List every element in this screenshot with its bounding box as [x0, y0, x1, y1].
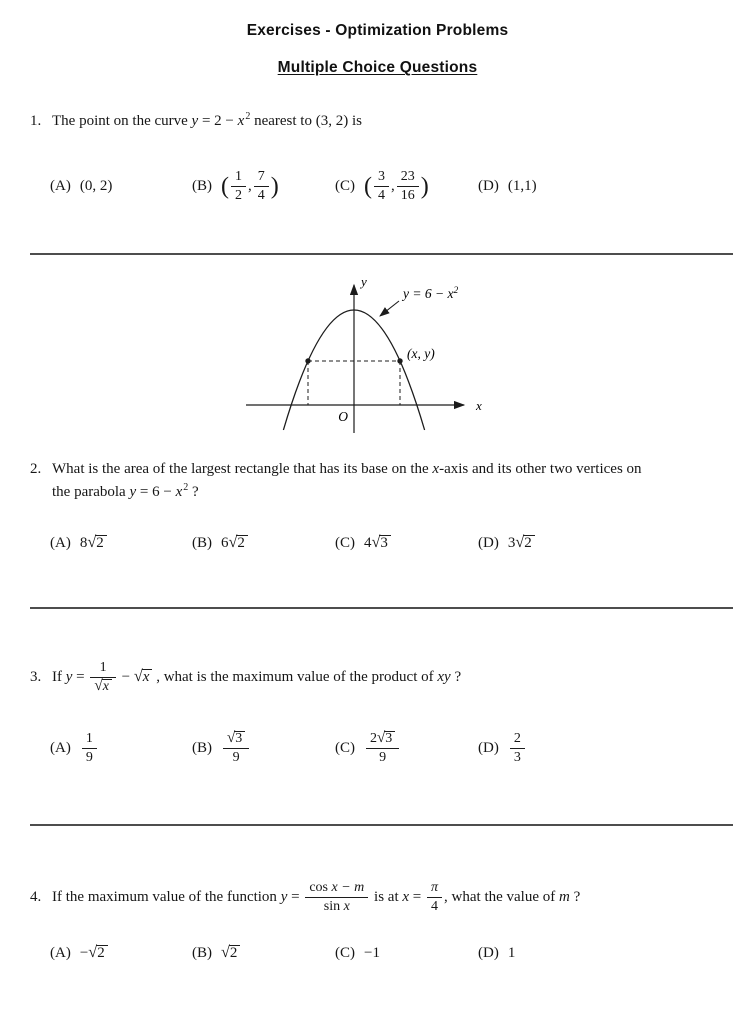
square-root — [94, 679, 112, 695]
divider-3 — [30, 824, 733, 826]
math-point: (3, 2) — [315, 113, 349, 129]
page-subtitle: Multiple Choice Questions — [277, 59, 478, 76]
option-4-c — [335, 933, 380, 973]
fraction-numerator: 1 — [99, 659, 107, 675]
fraction-numerator: 23 — [400, 168, 415, 184]
fraction-denominator: 4 — [374, 186, 389, 204]
fraction — [231, 169, 246, 204]
radical-icon: √ — [94, 678, 103, 695]
square-root — [88, 933, 107, 973]
paren-open: ( — [221, 173, 229, 200]
option-label: (D) — [478, 178, 499, 194]
question-1-number: 1. — [30, 113, 42, 129]
math-var-xy: xy — [437, 669, 451, 685]
radicand: 2 — [236, 535, 248, 552]
square-root — [515, 523, 534, 563]
divider-2 — [30, 607, 733, 609]
fraction-denominator: 2 — [231, 186, 246, 204]
fraction — [510, 731, 525, 766]
figure-parabola — [243, 270, 493, 442]
math-exponent: 2 — [183, 482, 189, 493]
option-value: (0, 2) — [79, 178, 113, 194]
question-3-text: If — [52, 669, 66, 685]
question-1-text-3: is — [348, 113, 362, 129]
point-label: (x, y) — [407, 346, 435, 361]
math-eq: = 6 − — [136, 484, 176, 500]
question-3-number: 3. — [30, 669, 42, 685]
option-label: (C) — [335, 535, 355, 551]
option-2-b — [192, 523, 248, 563]
option-1-c — [335, 166, 429, 206]
fraction — [366, 731, 399, 766]
fraction — [90, 660, 116, 695]
question-2-text-2: -axis and its other two vertices on — [439, 461, 642, 477]
square-root — [229, 523, 248, 563]
option-2-d — [478, 523, 535, 563]
fraction — [305, 880, 368, 915]
fraction-denominator: 4 — [254, 186, 269, 204]
square-root — [134, 655, 153, 699]
fraction-numerator: π — [431, 879, 439, 895]
option-2-a — [50, 523, 107, 563]
option-label: (C) — [335, 945, 355, 961]
paren-close: ) — [420, 173, 429, 200]
option-3-c — [335, 728, 401, 768]
option-label: (B) — [192, 945, 212, 961]
fraction-numerator: 2 — [513, 730, 521, 746]
comma: , — [391, 178, 395, 194]
option-2-c — [335, 523, 391, 563]
vertex-point-right — [397, 358, 402, 363]
subtitle-wrap — [0, 59, 755, 77]
y-axis-label: y — [361, 274, 367, 289]
radicand: x — [102, 679, 112, 695]
math-var-y: y — [280, 889, 288, 905]
fraction-numerator: 3 — [378, 168, 385, 184]
math-var-y: y — [129, 484, 137, 500]
option-value: 1 — [507, 945, 516, 961]
fraction-numerator: 7 — [257, 168, 265, 184]
comma: , — [248, 178, 252, 194]
fraction-denominator — [305, 897, 368, 915]
fraction-numerator — [305, 880, 368, 897]
fraction-denominator: 9 — [82, 748, 97, 766]
question-2-number: 2. — [30, 461, 42, 477]
question-2-text: What is the area of the largest rectangle that has its base on the — [52, 461, 433, 477]
radicand: 3 — [234, 731, 245, 747]
math-var-x: x — [175, 484, 183, 500]
paren-close: ) — [270, 173, 279, 200]
square-root — [87, 523, 106, 563]
math-eq: = 2 − — [198, 113, 238, 129]
math-minus: − — [79, 945, 89, 961]
radicand: 3 — [384, 731, 395, 747]
vertex-point-left — [305, 358, 310, 363]
question-2-line-2 — [52, 481, 642, 505]
option-4-b — [192, 933, 240, 973]
fraction-denominator: 4 — [427, 897, 442, 915]
option-value: −1 — [364, 945, 380, 961]
math-eq: = — [287, 889, 304, 905]
fraction-numerator — [366, 731, 399, 748]
radicand: 2 — [229, 945, 241, 962]
option-4-d — [478, 933, 515, 973]
option-4-a — [50, 933, 108, 973]
curve-label: $y = 6 - x^2$ — [403, 286, 459, 301]
question-2-options — [30, 523, 730, 563]
coefficient: 6 — [221, 535, 229, 551]
fraction-denominator: 3 — [510, 748, 525, 766]
question-2 — [30, 458, 642, 505]
math-var-m: m — [559, 889, 570, 905]
fraction — [82, 731, 97, 766]
option-label: (D) — [478, 740, 499, 756]
question-4-text-3: , what the value of — [444, 889, 559, 905]
option-value: (1,1) — [507, 178, 537, 194]
option-label: (B) — [192, 535, 212, 551]
square-root — [372, 523, 391, 563]
option-3-d — [478, 728, 527, 768]
coefficient: 8 — [79, 535, 88, 551]
fraction-numerator: 1 — [85, 730, 93, 746]
origin-label: O — [338, 409, 348, 424]
curve-label-arrow — [380, 301, 399, 316]
math-fn-sin: sin — [323, 899, 344, 915]
radical-icon: √ — [87, 533, 97, 551]
question-2-text-3: the parabola — [52, 484, 130, 500]
math-var-y: y — [191, 113, 199, 129]
radicand: 2 — [95, 535, 107, 552]
fraction-denominator: 16 — [397, 186, 419, 204]
option-label: (D) — [478, 535, 499, 551]
math-var-x: x — [402, 889, 410, 905]
option-label: (C) — [335, 740, 355, 756]
question-4-text-2: is at — [370, 889, 403, 905]
option-1-a — [50, 166, 112, 206]
math-var-x: x — [237, 113, 245, 129]
question-4-text-4: ? — [569, 889, 581, 905]
question-4-options — [30, 933, 730, 973]
radical-icon: √ — [133, 667, 143, 685]
question-4-text: If the maximum value of the function — [52, 889, 281, 905]
math-fn-cos: cos — [309, 879, 332, 895]
question-2-text-4: ? — [188, 484, 199, 500]
radical-icon: √ — [228, 533, 238, 551]
radical-icon: √ — [377, 729, 386, 746]
question-1-text: The point on the curve — [52, 113, 192, 129]
math-var-x: x — [432, 461, 440, 477]
radicand: 2 — [96, 945, 108, 962]
option-label: (A) — [50, 535, 71, 551]
radicand: 3 — [379, 535, 391, 552]
question-3-options — [30, 728, 730, 768]
math-minus: − — [117, 669, 134, 685]
radicand: 2 — [523, 535, 535, 552]
divider-1 — [30, 253, 733, 255]
x-axis-label: x — [476, 398, 482, 413]
question-1-text-2: nearest to — [250, 113, 316, 129]
question-3-text-2: , what is the maximum value of the product of — [152, 669, 438, 685]
option-label: (B) — [192, 178, 212, 194]
square-root — [227, 731, 245, 747]
coefficient: 4 — [364, 535, 372, 551]
radicand: x — [142, 669, 153, 686]
option-1-d — [478, 166, 537, 206]
coefficient: 2 — [370, 730, 377, 746]
fraction — [223, 731, 249, 766]
square-root — [377, 731, 395, 747]
option-3-a — [50, 728, 99, 768]
question-4-number: 4. — [30, 889, 42, 905]
option-label: (A) — [50, 945, 71, 961]
radical-icon: √ — [515, 533, 525, 551]
fraction-denominator: 9 — [366, 748, 399, 766]
fraction — [254, 169, 269, 204]
question-4 — [30, 875, 580, 919]
fraction-numerator — [223, 731, 249, 748]
radical-icon: √ — [88, 943, 98, 961]
fraction-numerator: 1 — [235, 168, 242, 184]
math-expr: x − m — [331, 879, 365, 895]
fraction — [397, 169, 419, 204]
math-exponent: 2 — [245, 111, 251, 122]
question-3 — [30, 655, 461, 699]
radical-icon: √ — [371, 533, 381, 551]
fraction — [374, 169, 389, 204]
question-1-options — [30, 166, 730, 206]
question-2-line-1 — [30, 458, 642, 481]
option-label: (A) — [50, 178, 71, 194]
page-title: Exercises - Optimization Problems — [246, 22, 509, 39]
square-root — [221, 933, 240, 973]
option-3-b — [192, 728, 251, 768]
math-var-x: x — [343, 899, 350, 915]
question-1 — [30, 110, 362, 134]
option-label: (C) — [335, 178, 355, 194]
radical-icon: √ — [227, 729, 236, 746]
fraction — [427, 880, 442, 915]
math-eq: = — [72, 669, 89, 685]
option-1-b — [192, 166, 279, 206]
coefficient: 3 — [507, 535, 516, 551]
option-label: (D) — [478, 945, 499, 961]
math-eq: = — [409, 889, 426, 905]
math-var-y: y — [65, 669, 73, 685]
fraction-denominator — [90, 677, 116, 695]
paren-open: ( — [364, 173, 372, 200]
question-3-text-3: ? — [450, 669, 462, 685]
option-label: (A) — [50, 740, 71, 756]
fraction-denominator: 9 — [223, 748, 249, 766]
option-label: (B) — [192, 740, 212, 756]
radical-icon: √ — [221, 943, 230, 961]
